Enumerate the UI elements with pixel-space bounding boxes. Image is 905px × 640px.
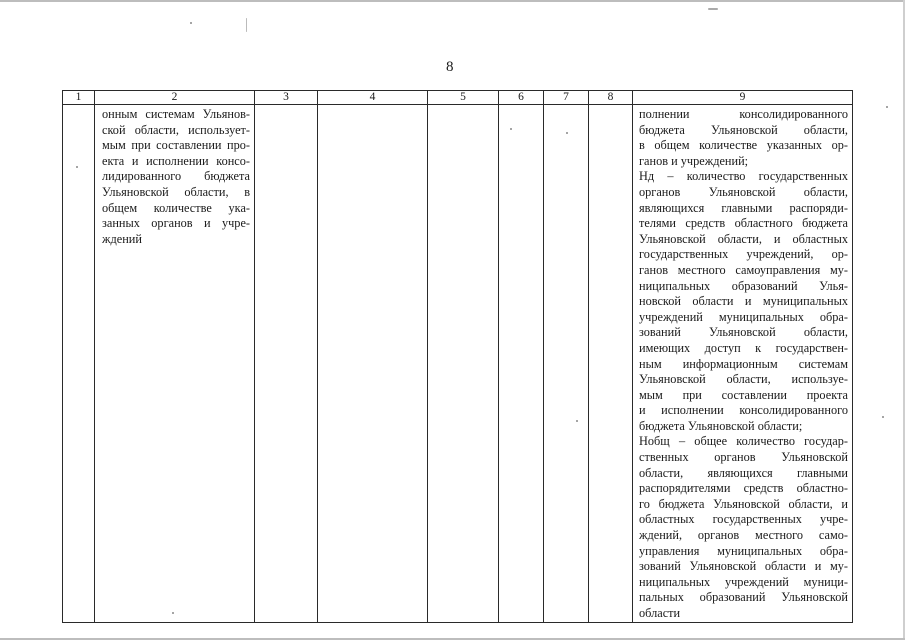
cell-col-5 — [428, 105, 499, 623]
text-line: в общем количестве указанных ор- — [639, 138, 848, 153]
scan-edge-top — [0, 0, 905, 2]
scan-speck — [882, 416, 884, 418]
text-line: ской области, использует- — [102, 122, 250, 137]
text-line: общем количестве ука- — [102, 200, 250, 215]
text-line: ждений — [102, 231, 142, 246]
header-col-7: 7 — [544, 91, 589, 105]
scan-speck — [566, 132, 568, 134]
cell-col-4 — [318, 105, 428, 623]
text-line: ганов местного самоуправления му- — [639, 262, 848, 277]
indicator-description-text — [95, 105, 254, 247]
cell-col-7 — [544, 105, 589, 623]
header-col-6: 6 — [499, 91, 544, 105]
text-line: являющихся главными распоряди- — [639, 200, 848, 215]
table-row — [63, 105, 853, 623]
header-col-5: 5 — [428, 91, 499, 105]
header-col-4: 4 — [318, 91, 428, 105]
text-line: ниципальных образований Улья- — [639, 278, 848, 293]
cell-col-8 — [589, 105, 633, 623]
text-line: телями средств областного бюджета — [639, 216, 848, 231]
text-line: ганов и учреждений; — [639, 153, 749, 168]
header-col-3: 3 — [255, 91, 318, 105]
text-line: мым при составлении про- — [102, 138, 250, 153]
text-line: бюджета Ульяновской области, — [639, 122, 848, 137]
calculation-method-text — [633, 105, 852, 622]
text-line: Нобщ – общее количество государ- — [639, 434, 848, 449]
cell-col-3 — [255, 105, 318, 623]
text-line: мым при составлении проекта — [639, 387, 848, 402]
text-line: занных органов и учре- — [102, 216, 250, 231]
text-line: бюджета Ульяновской области; — [639, 418, 803, 433]
scan-speck — [246, 18, 247, 32]
cell-col-2 — [95, 105, 255, 623]
text-line: области — [639, 606, 681, 620]
text-line: Ульяновской области, в — [102, 184, 250, 199]
scan-speck — [190, 22, 192, 24]
text-line: полнении консолидированного — [639, 107, 848, 121]
text-line: управления муниципальных обра- — [639, 543, 848, 558]
page-number: 8 — [446, 59, 454, 75]
text-line: го бюджета Ульяновской области, и — [639, 496, 848, 511]
text-line: пальных образований Ульяновской — [639, 590, 848, 605]
table-header-row — [63, 91, 853, 105]
text-line: государственных учреждений, ор- — [639, 247, 848, 262]
indicator-table — [62, 90, 853, 623]
scan-speck — [708, 8, 718, 10]
text-line: областных государственных учре- — [639, 512, 848, 527]
text-line: учреждений муниципальных обра- — [639, 309, 848, 324]
text-line: зований Ульяновской области и му- — [639, 559, 848, 574]
text-line: зований Ульяновской области, — [639, 325, 848, 340]
text-line: новской области и муниципальных — [639, 294, 848, 309]
text-line: ждений, органов местного само- — [639, 528, 848, 543]
text-line: онным системам Ульянов- — [102, 107, 250, 121]
text-line: Нд – количество государственных — [639, 169, 848, 184]
text-line: распорядителями средств областно- — [639, 481, 848, 496]
text-line: органов Ульяновской области, — [639, 184, 848, 199]
cell-col-6 — [499, 105, 544, 623]
text-line: и исполнении консолидированного — [639, 403, 848, 418]
text-line: имеющих доступ к государствен- — [639, 340, 848, 355]
text-line: ным информационным системам — [639, 356, 848, 371]
text-line: Ульяновской области, используе- — [639, 372, 848, 387]
scan-speck — [886, 106, 888, 108]
text-line: области, являющихся главными — [639, 465, 848, 480]
text-line: екта и исполнении консо- — [102, 153, 250, 168]
header-col-2: 2 — [95, 91, 255, 105]
scan-speck — [576, 420, 578, 422]
header-col-1: 1 — [63, 91, 95, 105]
cell-col-9 — [633, 105, 853, 623]
text-line: лидированного бюджета — [102, 169, 250, 184]
scan-speck — [510, 128, 512, 130]
header-col-9: 9 — [633, 91, 853, 105]
text-line: ственных органов Ульяновской — [639, 450, 848, 465]
cell-col-1 — [63, 105, 95, 623]
scan-speck — [76, 166, 78, 168]
text-line: Ульяновской области, и областных — [639, 231, 848, 246]
scan-speck — [172, 612, 174, 614]
text-line: ниципальных учреждений муници- — [639, 574, 848, 589]
header-col-8: 8 — [589, 91, 633, 105]
